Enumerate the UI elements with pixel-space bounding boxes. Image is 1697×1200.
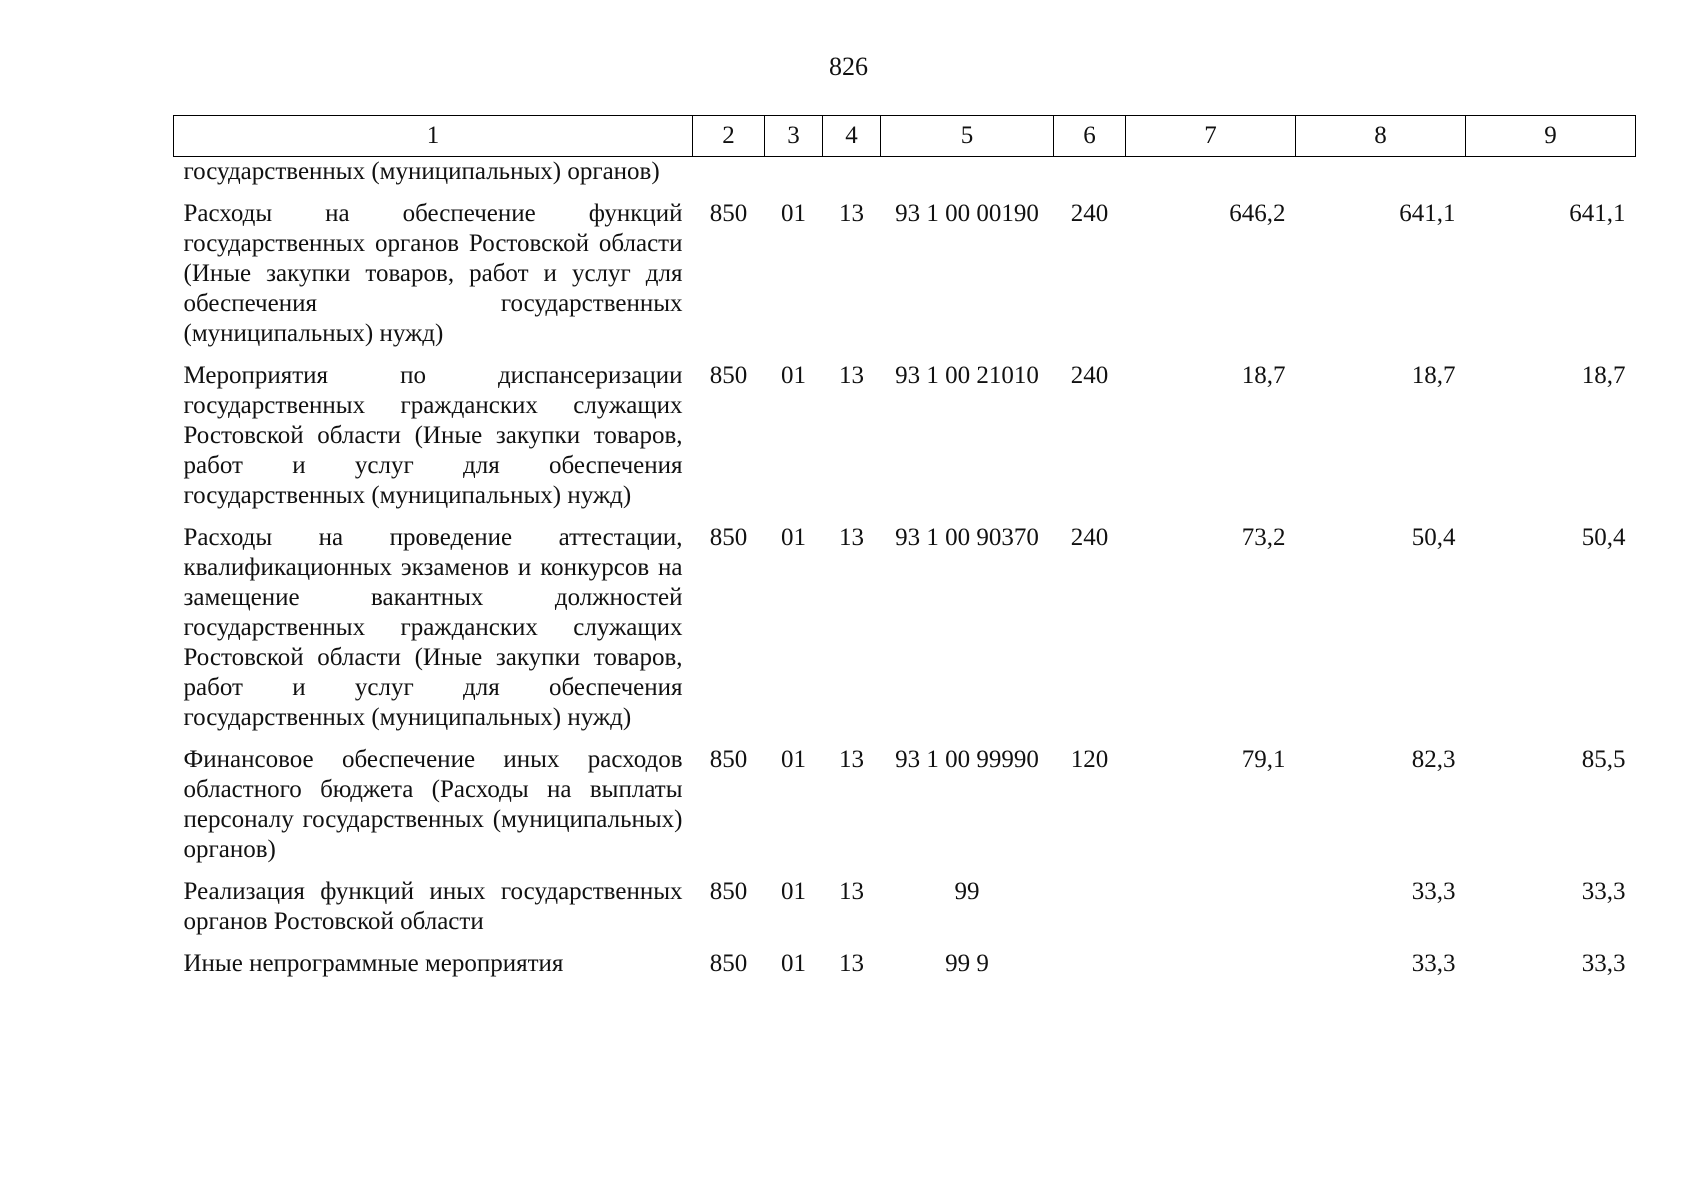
column-header: 2 — [693, 116, 765, 157]
subsection-code: 13 — [839, 878, 864, 905]
amount-col-9: 33,3 — [1581, 878, 1626, 905]
target-article-code: 93 1 00 21010 — [895, 362, 1039, 389]
row-description: Иные непрограммные мероприятия — [183, 950, 564, 977]
ministry-code — [693, 157, 765, 200]
table-row — [174, 745, 1636, 877]
table-row — [174, 877, 1636, 949]
expense-type-code — [1054, 157, 1126, 200]
subsection-code: 13 — [839, 524, 864, 551]
section-code: 01 — [781, 878, 806, 905]
amount-col-7 — [1126, 877, 1296, 949]
amount-col-8: 641,1 — [1399, 200, 1456, 227]
amount-col-8: 33,3 — [1411, 878, 1456, 905]
subsection-code: 13 — [839, 950, 864, 977]
table-row — [174, 157, 1636, 200]
section-code — [765, 157, 823, 200]
target-article-code: 99 9 — [945, 950, 989, 977]
table-row — [174, 949, 1636, 991]
row-description: государственных (муниципальных) органов) — [183, 158, 660, 185]
amount-col-7 — [1126, 157, 1296, 200]
amount-col-7: 79,1 — [1241, 746, 1286, 773]
ministry-code: 850 — [709, 200, 748, 227]
table-row — [174, 361, 1636, 523]
target-article-code: 93 1 00 99990 — [895, 746, 1039, 773]
amount-col-7: 646,2 — [1229, 200, 1286, 227]
expense-type-code: 240 — [1070, 362, 1109, 389]
subsection-code: 13 — [839, 200, 864, 227]
column-header: 6 — [1054, 116, 1126, 157]
column-header: 8 — [1296, 116, 1466, 157]
amount-col-9 — [1466, 157, 1636, 200]
ministry-code: 850 — [709, 878, 748, 905]
row-description: Расходы на проведение аттестации, квалификационных экзаменов и конкурсов на замещение вакантных должностей государственных гражданских служащих Ростовской области (Иные закупки товаров, работ и услуг для обеспечения государственных (муниципальных) нужд) — [183, 524, 683, 731]
subsection-code — [823, 157, 881, 200]
expense-type-code: 240 — [1070, 200, 1109, 227]
amount-col-7: 18,7 — [1241, 362, 1286, 389]
table-row — [174, 199, 1636, 361]
amount-col-8 — [1296, 157, 1466, 200]
target-article-code: 99 — [954, 878, 980, 905]
row-description: Мероприятия по диспансеризации государственных гражданских служащих Ростовской области (Иные закупки товаров, работ и услуг для обеспечения государственных (муниципальных) нужд) — [183, 362, 683, 509]
amount-col-8: 18,7 — [1411, 362, 1456, 389]
ministry-code: 850 — [709, 362, 748, 389]
column-header: 4 — [823, 116, 881, 157]
amount-col-8: 82,3 — [1411, 746, 1456, 773]
column-header: 9 — [1466, 116, 1636, 157]
table-row — [174, 523, 1636, 745]
table-header-row — [174, 116, 1636, 157]
section-code: 01 — [781, 524, 806, 551]
section-code: 01 — [781, 362, 806, 389]
amount-col-9: 18,7 — [1581, 362, 1626, 389]
row-description: Финансовое обеспечение иных расходов областного бюджета (Расходы на выплаты персоналу государственных (муниципальных) органов) — [183, 746, 683, 863]
subsection-code: 13 — [839, 746, 864, 773]
column-header: 1 — [174, 116, 693, 157]
amount-col-9: 33,3 — [1581, 950, 1626, 977]
expense-type-code — [1054, 949, 1126, 991]
amount-col-8: 33,3 — [1411, 950, 1456, 977]
budget-table — [173, 115, 1636, 991]
amount-col-9: 641,1 — [1569, 200, 1626, 227]
section-code: 01 — [781, 746, 806, 773]
amount-col-9: 85,5 — [1581, 746, 1626, 773]
page-number: 826 — [829, 52, 868, 81]
column-header: 7 — [1126, 116, 1296, 157]
ministry-code: 850 — [709, 950, 748, 977]
target-article-code — [881, 157, 1054, 200]
row-description: Расходы на обеспечение функций государственных органов Ростовской области (Иные закупки товаров, работ и услуг для обеспечения государственных (муниципальных) нужд) — [183, 200, 683, 347]
column-header: 5 — [881, 116, 1054, 157]
amount-col-9: 50,4 — [1581, 524, 1626, 551]
expense-type-code: 120 — [1070, 746, 1109, 773]
section-code: 01 — [781, 950, 806, 977]
row-description: Реализация функций иных государственных органов Ростовской области — [183, 878, 683, 935]
column-header: 3 — [765, 116, 823, 157]
amount-col-7: 73,2 — [1241, 524, 1286, 551]
expense-type-code — [1054, 877, 1126, 949]
target-article-code: 93 1 00 00190 — [895, 200, 1039, 227]
subsection-code: 13 — [839, 362, 864, 389]
section-code: 01 — [781, 200, 806, 227]
target-article-code: 93 1 00 90370 — [895, 524, 1039, 551]
expense-type-code: 240 — [1070, 524, 1109, 551]
amount-col-7 — [1126, 949, 1296, 991]
amount-col-8: 50,4 — [1411, 524, 1456, 551]
ministry-code: 850 — [709, 524, 748, 551]
ministry-code: 850 — [709, 746, 748, 773]
